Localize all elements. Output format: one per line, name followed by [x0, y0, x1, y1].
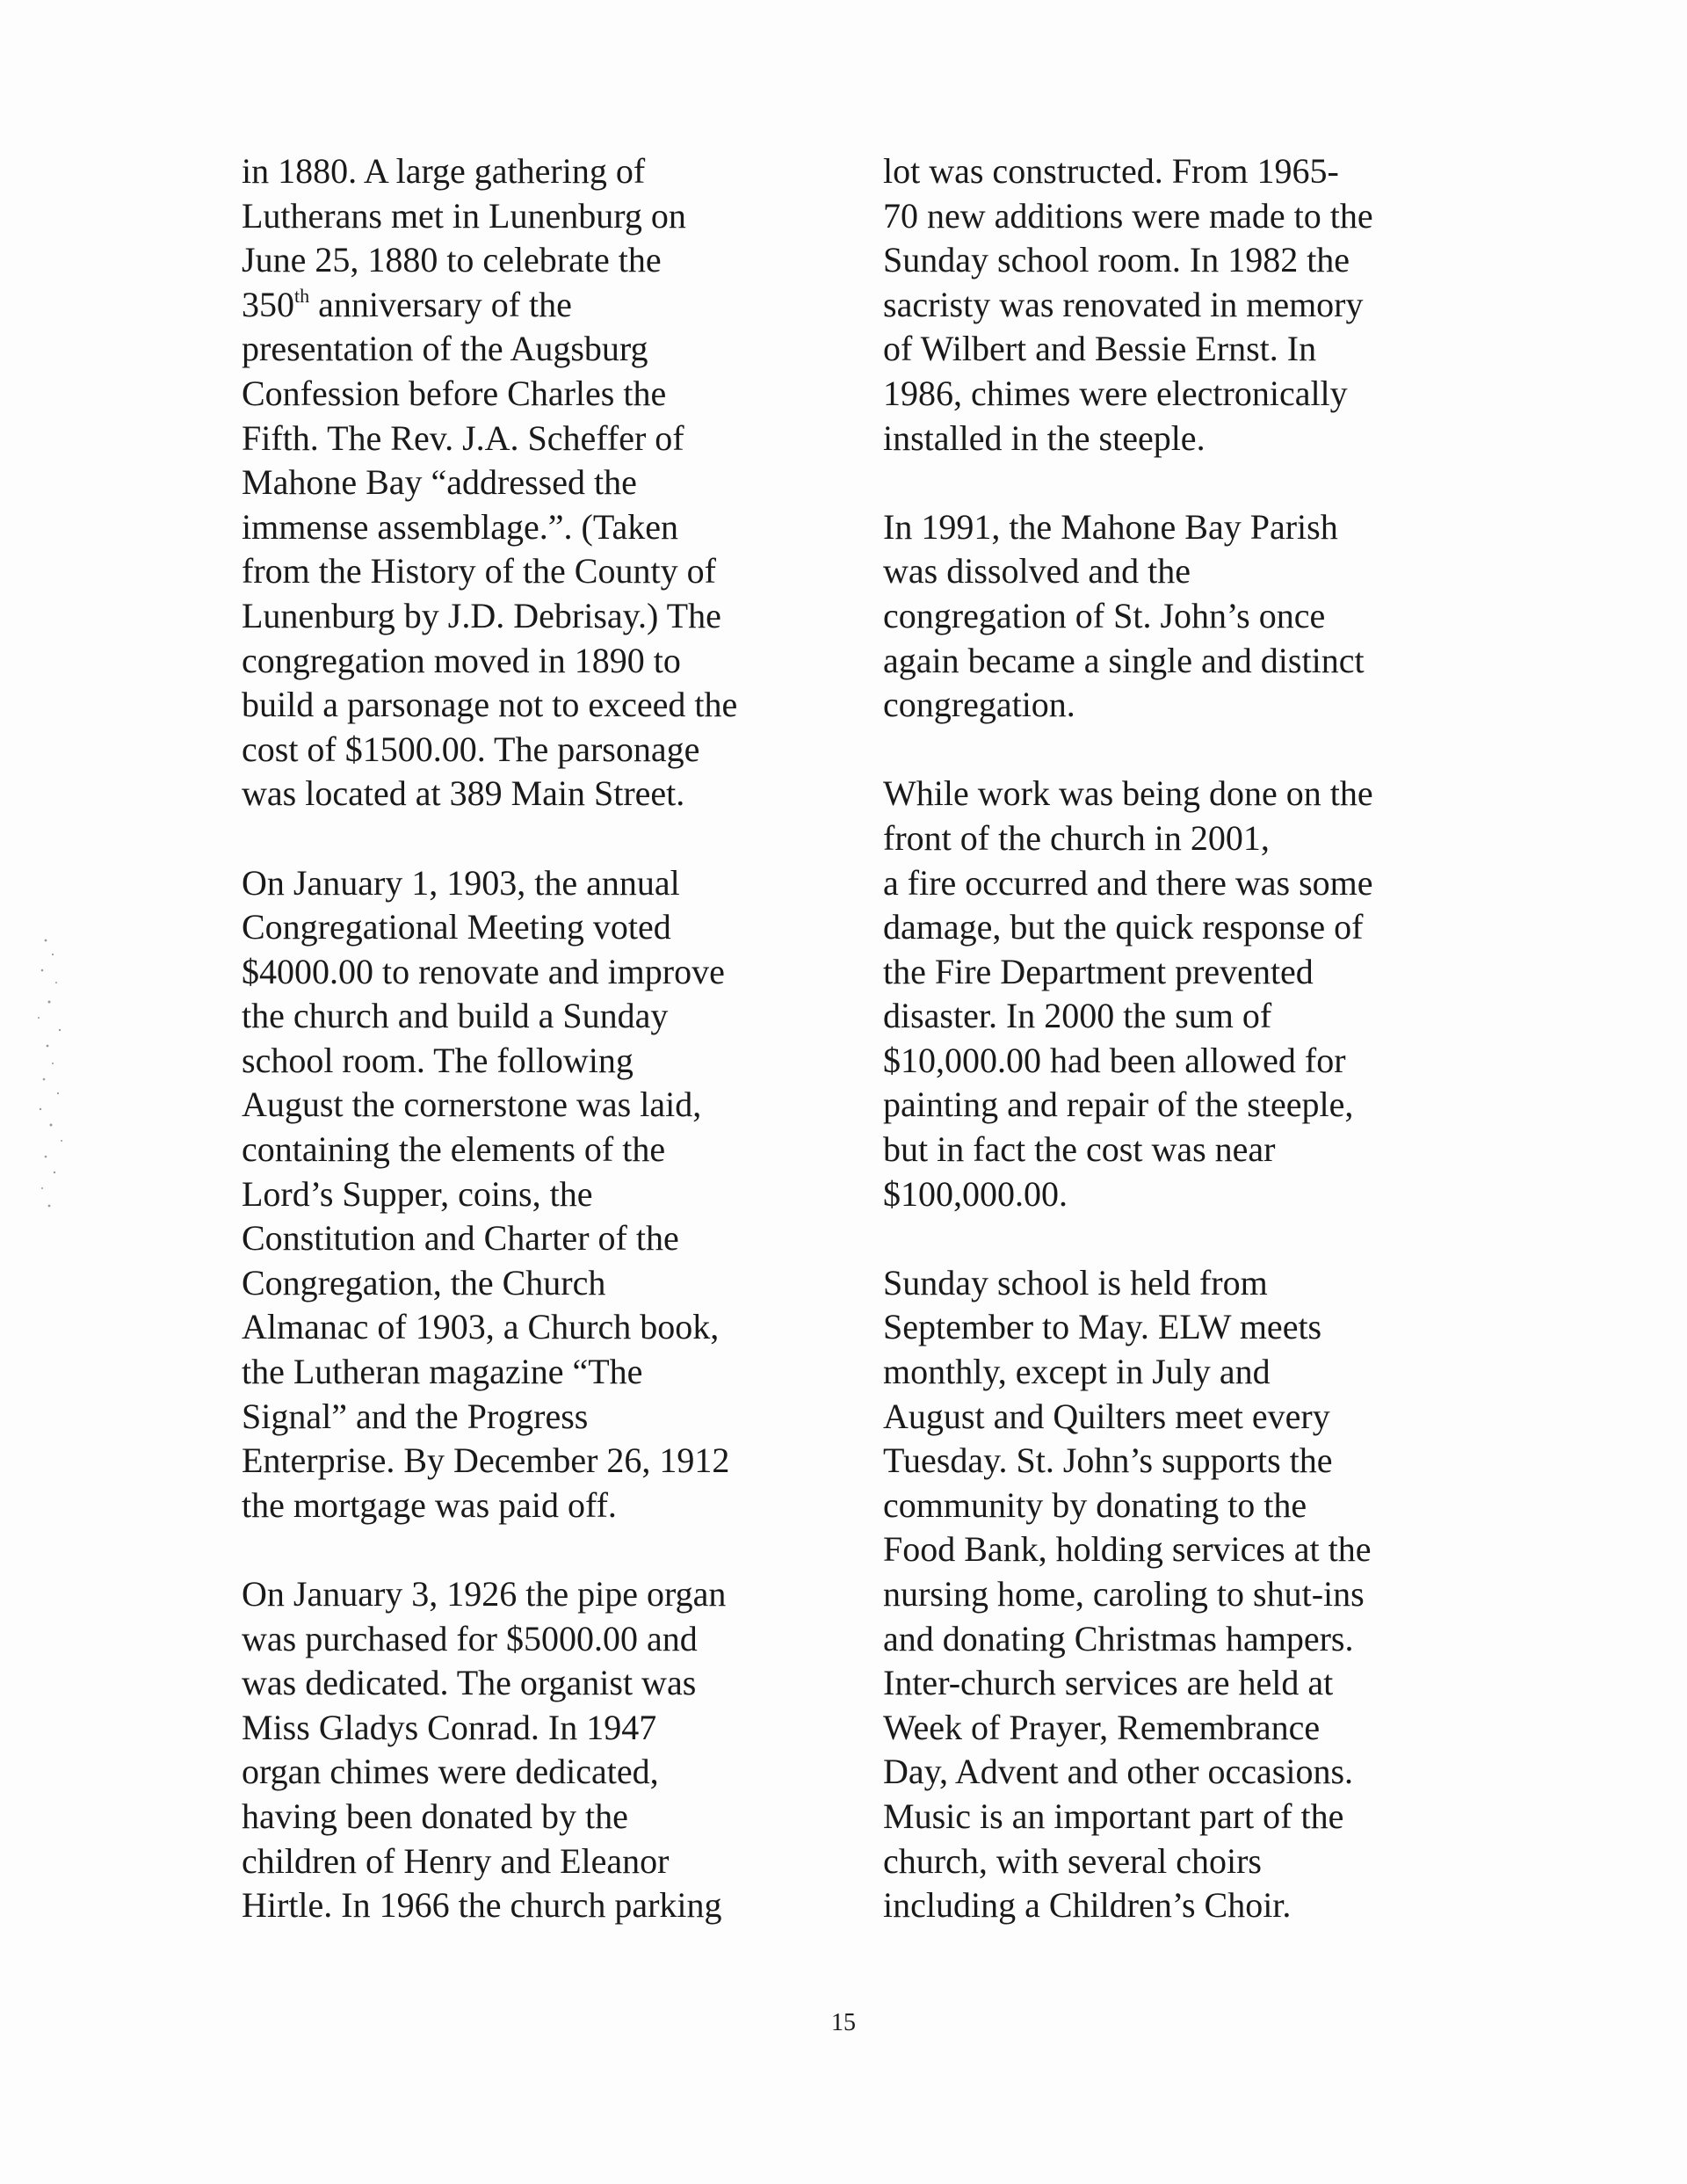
ordinal-suffix: th	[294, 284, 310, 307]
text-line: Constitution and Charter of the	[242, 1218, 679, 1259]
text-line: presentation of the Augsburg	[242, 329, 648, 369]
text-line: was dedicated. The organist was	[242, 1663, 697, 1703]
text-line: the Lutheran magazine “The	[242, 1352, 643, 1392]
text-line: disaster. In 2000 the sum of	[883, 996, 1272, 1036]
text-line: Day, Advent and other occasions.	[883, 1752, 1354, 1792]
text-line: 70 new additions were made to the	[883, 195, 1373, 236]
text-line: lot was constructed. From 1965-	[883, 151, 1339, 191]
text-line: Lutherans met in Lunenburg on	[242, 195, 686, 236]
text-line: monthly, except in July and	[883, 1352, 1271, 1392]
text-line: in 1880. A large gathering of	[242, 151, 646, 191]
text-line: Sunday school room. In 1982 the	[883, 240, 1350, 280]
paragraph-1926-pipe-organ	[242, 1572, 804, 1928]
text-line: Confession before Charles the	[242, 373, 667, 413]
text-line: Lunenburg by J.D. Debrisay.) The	[242, 595, 721, 635]
text-line: build a parsonage not to exceed the	[242, 685, 738, 725]
text-line: Food Bank, holding services at the	[883, 1529, 1372, 1570]
text-line: $10,000.00 had been allowed for	[883, 1040, 1346, 1080]
text-line: August the cornerstone was laid,	[242, 1085, 702, 1125]
paragraph-gap	[883, 1216, 1445, 1261]
text-line	[242, 283, 804, 328]
paragraph-1991-parish	[883, 505, 1445, 728]
text-line: August and Quilters meet every	[883, 1396, 1330, 1436]
scan-margin-speckle	[26, 932, 79, 1222]
text-line: was dissolved and the	[883, 551, 1191, 591]
text-line: but in fact the cost was near	[883, 1129, 1276, 1170]
text-line: Sunday school is held from	[883, 1262, 1268, 1302]
text-fragment: anniversary of the	[309, 284, 572, 324]
right-text-column	[883, 149, 1445, 1928]
paragraph-1880-celebration	[242, 149, 804, 816]
text-line: $100,000.00.	[883, 1173, 1068, 1214]
text-line: damage, but the quick response of	[883, 907, 1364, 947]
text-line: congregation.	[883, 685, 1075, 725]
text-line: Miss Gladys Conrad. In 1947	[242, 1707, 657, 1747]
text-line: the mortgage was paid off.	[242, 1484, 617, 1525]
text-line: Congregation, the Church	[242, 1262, 606, 1302]
text-line: of Wilbert and Bessie Ernst. In	[883, 329, 1317, 369]
text-line: the church and build a Sunday	[242, 996, 669, 1036]
text-line: cost of $1500.00. The parsonage	[242, 729, 700, 769]
text-line: immense assemblage.”. (Taken	[242, 506, 679, 547]
text-line: Fifth. The Rev. J.A. Scheffer of	[242, 417, 684, 458]
text-line: September to May. ELW meets	[883, 1307, 1322, 1347]
left-text-column	[242, 149, 804, 1928]
text-line: was purchased for $5000.00 and	[242, 1618, 698, 1658]
text-line: painting and repair of the steeple,	[883, 1085, 1354, 1125]
text-line: Mahone Bay “addressed the	[242, 462, 637, 503]
text-line: Music is an important part of the	[883, 1796, 1344, 1836]
text-line: Inter-church services are held at	[883, 1663, 1334, 1703]
ordinal-number: 350	[242, 284, 294, 324]
text-line: $4000.00 to renovate and improve	[242, 951, 725, 991]
paragraph-gap	[883, 728, 1445, 773]
text-line: and donating Christmas hampers.	[883, 1618, 1354, 1658]
text-line: a fire occurred and there was some	[883, 862, 1373, 903]
page-number: 15	[831, 2009, 856, 2036]
text-line: community by donating to the	[883, 1484, 1307, 1525]
text-line: installed in the steeple.	[883, 417, 1206, 458]
text-line: school room. The following	[242, 1040, 634, 1080]
text-line: having been donated by the	[242, 1796, 628, 1836]
paragraph-gap	[242, 1527, 804, 1572]
text-line: Hirtle. In 1966 the church parking	[242, 1885, 722, 1926]
text-line: containing the elements of the	[242, 1129, 666, 1170]
text-line: June 25, 1880 to celebrate the	[242, 240, 662, 280]
text-line: On January 1, 1903, the annual	[242, 862, 680, 903]
paragraph-additions	[883, 149, 1445, 461]
paragraph-gap	[242, 816, 804, 861]
paragraph-2001-fire	[883, 772, 1445, 1216]
text-line: Almanac of 1903, a Church book,	[242, 1307, 720, 1347]
text-line: from the History of the County of	[242, 551, 716, 591]
text-line: In 1991, the Mahone Bay Parish	[883, 506, 1338, 547]
text-line: sacristy was renovated in memory	[883, 284, 1364, 324]
text-line: Lord’s Supper, coins, the	[242, 1173, 593, 1214]
text-line: again became a single and distinct	[883, 640, 1365, 680]
text-line: Enterprise. By December 26, 1912	[242, 1440, 730, 1481]
text-line: 1986, chimes were electronically	[883, 373, 1348, 413]
text-line: children of Henry and Eleanor	[242, 1840, 670, 1881]
text-line: Signal” and the Progress	[242, 1396, 589, 1436]
text-line: Tuesday. St. John’s supports the	[883, 1440, 1333, 1481]
text-line: Week of Prayer, Remembrance	[883, 1707, 1321, 1747]
paragraph-gap	[883, 461, 1445, 505]
text-line: While work was being done on the	[883, 773, 1373, 814]
text-line: Congregational Meeting voted	[242, 907, 671, 947]
text-line: church, with several choirs	[883, 1840, 1262, 1881]
text-line: nursing home, caroling to shut-ins	[883, 1574, 1365, 1614]
paragraph-1903-meeting	[242, 861, 804, 1528]
paragraph-sunday-school	[883, 1261, 1445, 1928]
text-line: front of the church in 2001,	[883, 817, 1270, 858]
text-line: congregation of St. John’s once	[883, 595, 1326, 635]
text-line: congregation moved in 1890 to	[242, 640, 681, 680]
text-line: including a Children’s Choir.	[883, 1885, 1292, 1926]
text-line: the Fire Department prevented	[883, 951, 1314, 991]
text-line: was located at 389 Main Street.	[242, 773, 685, 814]
text-line: organ chimes were dedicated,	[242, 1752, 659, 1792]
text-line: On January 3, 1926 the pipe organ	[242, 1574, 727, 1614]
